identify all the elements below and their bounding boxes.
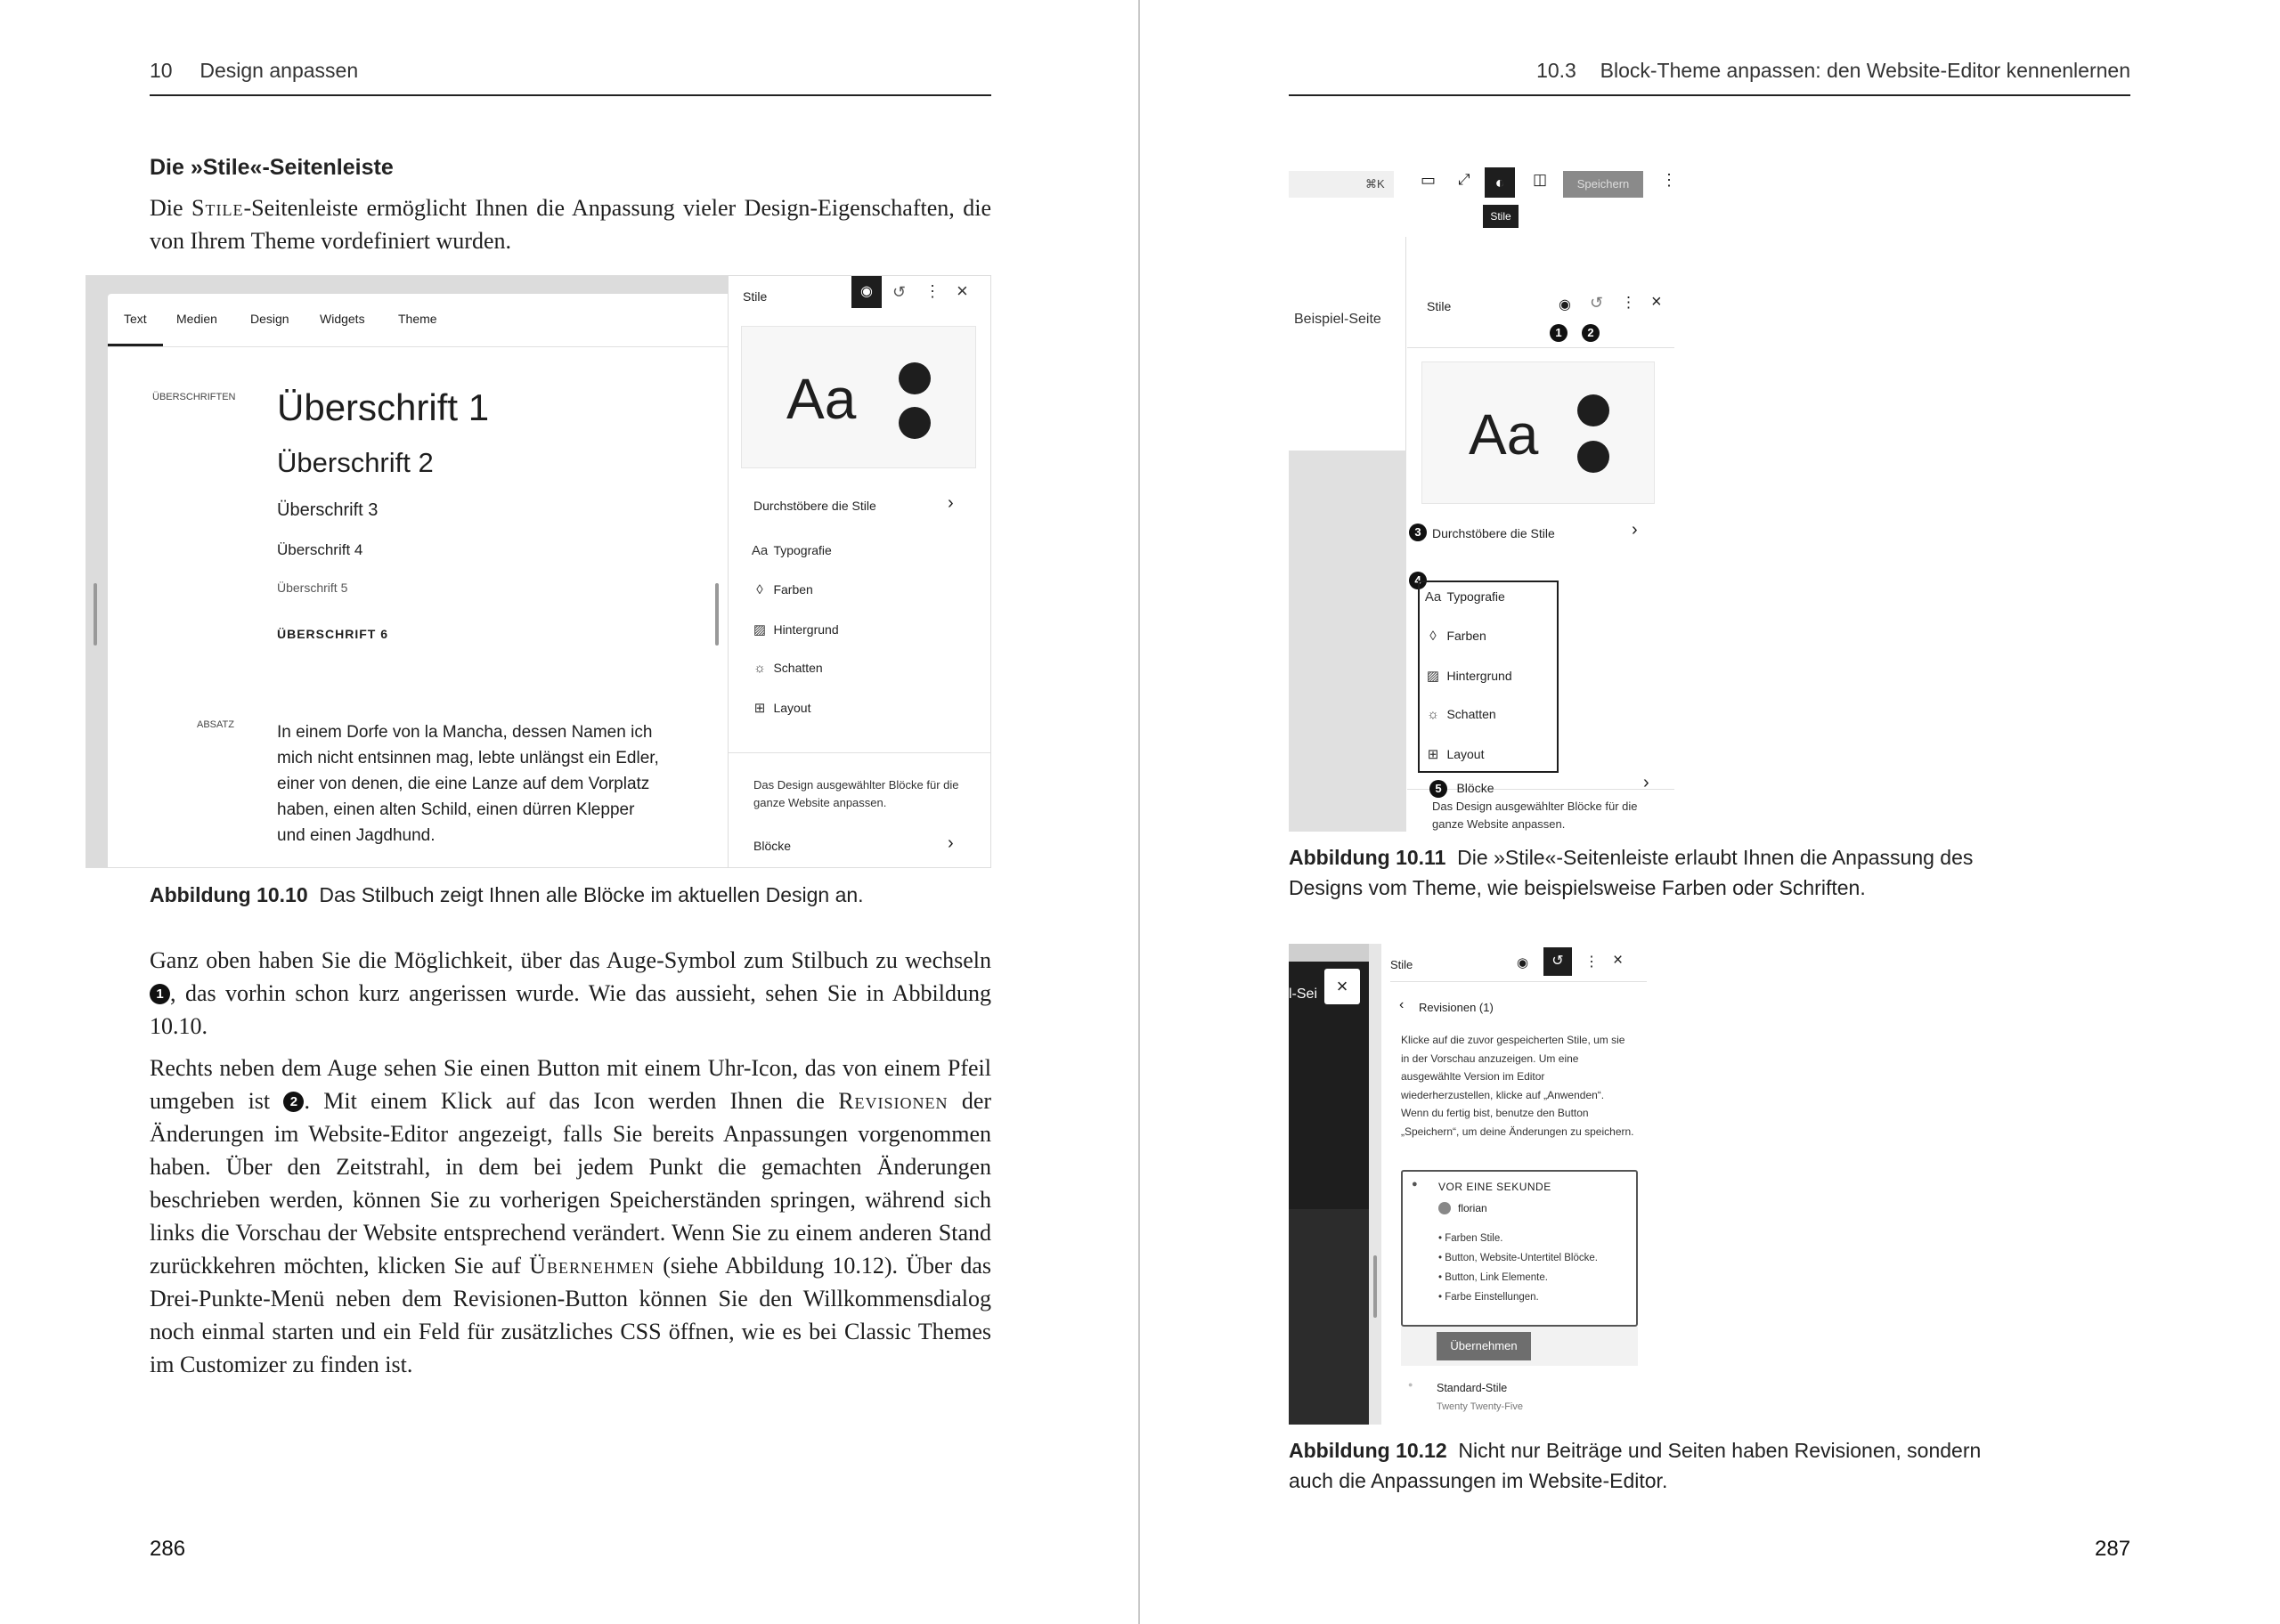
text-run: Rechts neben dem Auge sehen Sie einen Button mit einem Uhr-Icon, das von einem Pfeil umgeben ist	[150, 1055, 991, 1114]
change-item: • Farben Stile.	[1438, 1233, 1503, 1244]
menu-hintergrund[interactable]	[750, 621, 839, 638]
revisions-icon[interactable]: ↺	[1543, 947, 1572, 976]
tab-medien[interactable]: Medien	[176, 312, 217, 326]
marker-4: 4	[1409, 572, 1427, 589]
running-header-right	[1289, 59, 2130, 83]
change-item: • Button, Website-Untertitel Blöcke.	[1438, 1253, 1598, 1263]
change-text: Button, Website-Untertitel Blöcke.	[1445, 1253, 1598, 1263]
menu-label: Hintergrund	[1446, 669, 1512, 683]
marker-1: 1	[1550, 324, 1568, 342]
blocks-description: Das Design ausgewählter Blöcke für die ganze Website anpassen.	[1432, 800, 1638, 831]
style-preview[interactable]	[1421, 361, 1655, 504]
page-number-right: 287	[2095, 1537, 2131, 1561]
menu-hintergrund[interactable]	[1423, 668, 1512, 685]
background-icon: ▨	[753, 622, 767, 637]
typography-icon: Aa	[751, 543, 769, 558]
preview-aa: Aa	[786, 367, 857, 431]
text-run: . Mit einem Klick auf das Icon werden Ihnen die	[304, 1088, 839, 1114]
menu-label: Schatten	[1446, 707, 1496, 721]
tab-widgets[interactable]: Widgets	[320, 312, 365, 326]
preview-dot-1	[899, 362, 931, 394]
canvas-preview	[1289, 451, 1406, 832]
timeline-dot-icon: ●	[1408, 1380, 1413, 1389]
menu-layout[interactable]	[750, 700, 811, 717]
headings-label: ÜBERSCHRIFTEN	[152, 392, 236, 402]
chevron-right-icon[interactable]: ›	[948, 493, 954, 513]
resize-handle[interactable]	[1373, 1255, 1377, 1318]
change-text: Farbe Einstellungen.	[1445, 1292, 1539, 1303]
sample-paragraph: In einem Dorfe von la Mancha, dessen Namen ich mich nicht entsinnen mag, lebte unlängst ein Edler, einer von denen, die eine Lanze auf dem Vorplatz haben, einen alten Schild, einen dürren Klepper und einen Jagdhund.	[277, 723, 659, 845]
more-options-icon[interactable]: ⋮	[1584, 954, 1599, 970]
page-number-left: 286	[150, 1537, 186, 1561]
resize-gutter	[1369, 944, 1381, 1425]
menu-schatten[interactable]	[1423, 707, 1496, 723]
heading-5: Überschrift 5	[277, 581, 348, 595]
background-icon: ▨	[1426, 669, 1440, 684]
revisions-icon[interactable]: ↺	[1590, 294, 1604, 312]
menu-farben[interactable]	[1423, 629, 1486, 645]
canvas-lower	[1289, 1209, 1369, 1425]
menu-schatten[interactable]	[750, 661, 823, 677]
menu-label: Layout	[1446, 747, 1485, 761]
close-icon[interactable]: ×	[1324, 969, 1360, 1004]
tab-theme[interactable]: Theme	[398, 312, 437, 326]
apply-row	[1401, 1327, 1638, 1366]
browse-styles[interactable]: Durchstöbere die Stile	[753, 499, 876, 513]
preview-dot-1	[1577, 394, 1609, 426]
tab-text[interactable]: Text	[124, 312, 147, 326]
eye-icon[interactable]: ◉	[851, 276, 882, 308]
marker-1: 1	[150, 984, 170, 1004]
chevron-right-icon[interactable]: ›	[1643, 773, 1649, 792]
intro-smallcaps: Stile	[191, 195, 244, 221]
menu-layout[interactable]	[1423, 746, 1485, 763]
chevron-right-icon[interactable]: ›	[1632, 520, 1638, 540]
menu-farben[interactable]	[750, 582, 813, 598]
more-options-icon[interactable]: ⋮	[1661, 171, 1677, 189]
menu-typografie[interactable]	[750, 543, 832, 559]
fig11-blocks-row[interactable]	[1429, 780, 1494, 798]
typography-icon: Aa	[1424, 589, 1442, 605]
more-options-icon[interactable]: ⋮	[1621, 294, 1636, 311]
marker-2: 2	[1582, 324, 1600, 342]
preview-aa: Aa	[1469, 402, 1539, 467]
body-paragraph-2	[150, 1052, 991, 1381]
editor-canvas	[1289, 237, 1406, 832]
chapter-title: Design anpassen	[200, 59, 359, 82]
panel-title: Stile	[1390, 958, 1413, 971]
running-header-left	[150, 59, 358, 83]
change-item: • Farbe Einstellungen.	[1438, 1292, 1539, 1303]
text-run: (siehe Abbildung 10.12). Über das Drei-Punkte-Menü neben dem Revisionen-Button können Sie den Willkommensdialog noch einmal starten und ein Feld für zusätzliches CSS öffnen, wie es bei Classic Themes im Customizer zu finden ist.	[150, 1253, 991, 1377]
marker-5: 5	[1429, 780, 1447, 798]
close-icon[interactable]: ×	[1651, 292, 1662, 312]
smallcaps-uebernehmen: Übernehmen	[529, 1253, 656, 1279]
figure-10-11	[1289, 160, 1688, 832]
intro-text-2: -Seitenleiste ermöglicht Ihnen die Anpassung vieler Design-Eigenschaften, die von Ihrem Theme vordefiniert wurden.	[150, 195, 991, 254]
resize-handle-right[interactable]	[715, 583, 719, 646]
divider	[1407, 347, 1674, 348]
color-drop-icon: ◊	[1429, 629, 1437, 644]
menu-label: Hintergrund	[773, 622, 839, 637]
caption-text: Nicht nur Beiträge und Seiten haben Revisionen, sondern auch die Anpassungen im Website-Editor.	[1289, 1439, 1982, 1492]
desktop-view-icon[interactable]: ▭	[1421, 171, 1437, 189]
spread-divider	[1138, 0, 1140, 1624]
command-search[interactable]	[1289, 171, 1394, 198]
revision-user: florian	[1458, 1202, 1487, 1214]
paragraph-label: ABSATZ	[197, 719, 234, 730]
styles-toggle-icon[interactable]: ◐	[1485, 167, 1515, 198]
layout-icon: ⊞	[753, 701, 766, 716]
caption-text: Das Stilbuch zeigt Ihnen alle Blöcke im aktuellen Design an.	[319, 883, 864, 906]
heading-1: Überschrift 1	[277, 386, 490, 428]
menu-label: Farben	[773, 582, 813, 597]
styles-panel	[728, 276, 991, 868]
layout-icon: ⊞	[1427, 747, 1439, 762]
text-run: Ganz oben haben Sie die Möglichkeit, über das Auge-Symbol zum Stilbuch zu wechseln	[150, 947, 991, 973]
default-styles-title[interactable]: Standard-Stile	[1437, 1382, 1508, 1394]
menu-label: Schatten	[773, 661, 823, 675]
revisions-intro: Klicke auf die zuvor gespeicherten Stile, um sie in der Vorschau anzuzeigen. Um eine ausgewählte Version im Editor wiederherzustellen, klicke auf „Anwenden“. Wenn du fertig bist, benutze den Button „Speichern“, um deine Änderungen zu speichern.	[1401, 1034, 1634, 1138]
revision-entry-selected[interactable]	[1401, 1170, 1638, 1327]
heading-6: ÜBERSCHRIFT 6	[277, 627, 389, 641]
eye-icon[interactable]: ◉	[1517, 955, 1529, 970]
close-icon[interactable]: ×	[1613, 951, 1624, 970]
divider	[1390, 981, 1647, 982]
close-icon[interactable]: ×	[957, 280, 968, 302]
page-name[interactable]: Beispiel-Seite	[1294, 312, 1381, 327]
caption-label: Abbildung 10.12	[1289, 1439, 1447, 1462]
menu-label: Farben	[1446, 629, 1486, 643]
save-button[interactable]: Speichern	[1563, 171, 1643, 198]
tab-design[interactable]: Design	[250, 312, 289, 326]
canvas-top	[1289, 944, 1369, 962]
caption-text: Die »Stile«-Seitenleiste erlaubt Ihnen die Anpassung des Designs vom Theme, wie beispielsweise Farben oder Schriften.	[1289, 846, 1974, 899]
apply-button[interactable]: Übernehmen	[1437, 1332, 1531, 1360]
sidebar-icon[interactable]: ◫	[1533, 171, 1548, 188]
revisions-panel	[1390, 944, 1647, 1425]
marker-2: 2	[283, 1092, 304, 1112]
smallcaps-revisionen: Revisionen	[838, 1088, 949, 1114]
menu-label: Typografie	[1446, 589, 1505, 604]
stylebook-pane	[108, 294, 792, 868]
figure-10-12	[1289, 944, 1647, 1425]
fullscreen-icon[interactable]: ⤢	[1458, 171, 1470, 188]
more-options-icon[interactable]: ⋮	[924, 282, 940, 300]
browse-styles[interactable]: Durchstöbere die Stile	[1432, 526, 1555, 540]
preview-dot-2	[899, 407, 931, 439]
default-styles-subtitle: Twenty Twenty-Five	[1437, 1401, 1523, 1412]
shortcut-label: ⌘K	[1365, 177, 1385, 191]
revisions-icon[interactable]: ↺	[892, 283, 907, 301]
revision-changes	[1438, 1230, 1634, 1305]
back-chevron-icon[interactable]: ‹	[1399, 997, 1405, 1012]
style-preview[interactable]	[741, 326, 976, 468]
menu-label: Layout	[773, 701, 811, 715]
revisions-title: Revisionen (1)	[1419, 1001, 1494, 1014]
resize-handle-left[interactable]	[94, 583, 97, 646]
text-run: , das vorhin schon kurz angerissen wurde. Wie das aussieht, sehen Sie in Abbildung 10.10.	[150, 980, 991, 1039]
heading-4: Überschrift 4	[277, 541, 363, 558]
tooltip: Stile	[1483, 205, 1519, 228]
figure-10-10	[86, 275, 991, 868]
timeline-dot-icon: ●	[1412, 1179, 1418, 1190]
styles-panel	[1407, 237, 1688, 832]
change-item: • Button, Link Elemente.	[1438, 1272, 1548, 1283]
shadow-sun-icon: ☼	[1427, 707, 1439, 722]
blocks-item: Blöcke	[1456, 781, 1494, 795]
avatar	[1438, 1202, 1451, 1214]
intro-text-1: Die	[150, 195, 192, 221]
chapter-number: 10	[150, 59, 173, 82]
caption-10-11	[1289, 842, 2001, 903]
caption-label: Abbildung 10.10	[150, 883, 308, 906]
change-text: Button, Link Elemente.	[1445, 1272, 1548, 1283]
section-number: 10.3	[1536, 59, 1576, 82]
preview-dot-2	[1577, 441, 1609, 473]
site-title-fragment: l-Sei	[1289, 987, 1318, 1002]
caption-10-12	[1289, 1435, 2001, 1496]
menu-label: Typografie	[773, 543, 832, 557]
active-tab-indicator	[108, 344, 163, 346]
intro-paragraph	[150, 191, 991, 257]
section-title: Block-Theme anpassen: den Website-Editor kennenlernen	[1600, 59, 2130, 82]
menu-typografie[interactable]	[1423, 589, 1505, 605]
panel-title: Stile	[743, 289, 768, 304]
caption-label: Abbildung 10.11	[1289, 846, 1446, 869]
divider	[729, 752, 991, 753]
heading-2: Überschrift 2	[277, 447, 434, 478]
body-paragraph-1	[150, 944, 991, 1043]
marker-3: 3	[1409, 524, 1427, 541]
chevron-right-icon[interactable]: ›	[948, 833, 954, 853]
caption-10-10	[150, 880, 991, 910]
shadow-sun-icon: ☼	[753, 661, 766, 676]
header-rule-left	[150, 94, 991, 96]
heading-3: Überschrift 3	[277, 500, 379, 520]
section-heading: Die »Stile«-Seitenleiste	[150, 155, 394, 180]
dark-canvas	[1289, 944, 1369, 1425]
panel-title: Stile	[1427, 299, 1452, 313]
stylebook-tabs	[108, 294, 792, 347]
color-drop-icon: ◊	[756, 582, 763, 597]
eye-icon[interactable]: ◉	[1559, 297, 1571, 313]
blocks-description: Das Design ausgewählter Blöcke für die ganze Website anpassen.	[753, 778, 959, 809]
revision-time: VOR EINE SEKUNDE	[1438, 1181, 1551, 1193]
text-run: der Änderungen im Website-Editor angezeigt, falls Sie bereits Anpassungen vorgenommen haben. Über den Zeitstrahl, in dem bei jedem Punkt die gemachten Änderungen beschrieben werden, können Sie zu vorherigen Speicherständen springen, während sich links die Vorschau der Website entsprechend verändert. Wenn Sie zu einem anderen Stand zurückkehren möchten, klicken Sie auf	[150, 1088, 992, 1279]
blocks-item[interactable]: Blöcke	[753, 839, 792, 853]
change-text: Farben Stile.	[1445, 1233, 1503, 1244]
header-rule-right	[1289, 94, 2130, 96]
